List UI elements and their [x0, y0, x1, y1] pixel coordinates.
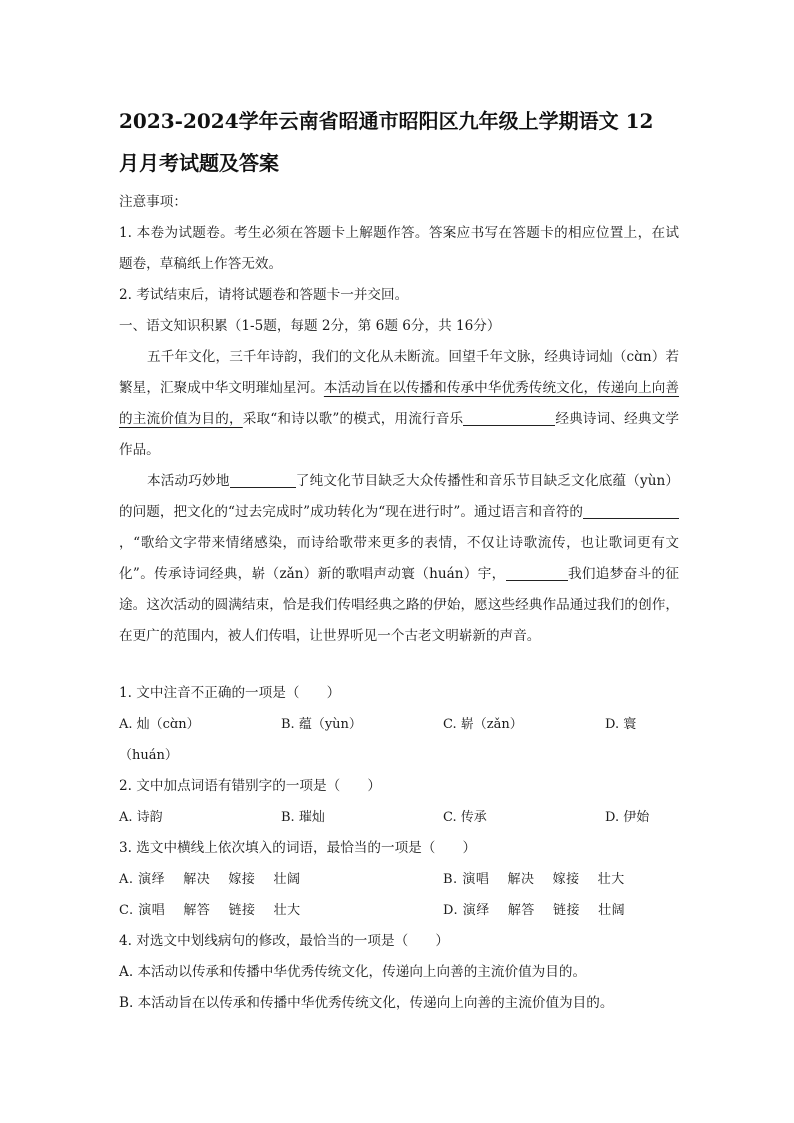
passage-text: 本活动巧妙地 — [147, 473, 230, 489]
fill-blank-1 — [463, 409, 555, 426]
passage-paragraph-2 — [119, 466, 679, 652]
passage-text: 经典诗词、经典文学作品。 — [119, 411, 680, 458]
question-3-stem: 3. 选文中横线上依次填入的词语，最恰当的一项是（ ） — [119, 840, 477, 856]
passage-text: 我们追梦奋斗的征途。这次活动的圆满结束，恰是我们传唱经典之路的伊始，愿这些经典作品通过我们的创作，在更广的范围内，被人们传唱，让世界听见一个古老文明崭新的声音。 — [119, 566, 680, 644]
notice-item-1: 1. 本卷为试题卷。考生必须在答题卡上解题作答。答案应书写在答题卡的相应位置上，在试题卷，草稿纸上作答无效。 — [119, 225, 679, 272]
question-1-stem: 1. 文中注音不正确的一项是（ ） — [119, 685, 341, 701]
notice-item-2: 2. 考试结束后，请将试题卷和答题卡一并交回。 — [119, 287, 409, 303]
question-3-options-row-1 — [119, 864, 679, 895]
option-b: B. 演唱 解决 嫁接 壮大 — [443, 872, 625, 887]
option-c: C. 演唱 解答 链接 壮大 — [119, 903, 301, 918]
option-a: A. 演绎 解决 嫁接 壮阔 — [119, 872, 301, 887]
option-d: D. 伊始 — [605, 810, 650, 825]
option-d: D. 演绎 解答 链接 壮阔 — [443, 903, 626, 918]
spacer — [119, 652, 679, 678]
passage-paragraph-1 — [119, 342, 679, 466]
option-a: A. 诗韵 — [119, 810, 163, 825]
option-d-continued: （huán） — [119, 748, 178, 763]
document-title: 2023-2024学年云南省昭通市昭阳区九年级上学期语文 12 月月考试题及答案 — [119, 109, 654, 175]
passage-text: 了纯文化节目缺乏大众传播性和音乐节目缺乏文化底蕴（yùn）的问题，把文化的“过去完成时”成功转化为“现在进行时”。通过语言和音符的 — [119, 473, 679, 520]
option-c: C. 传承 — [443, 810, 487, 825]
passage-text: ，“歌给文字带来情绪感染，而诗给歌带来更多的表情，不仅让诗歌流传，也让歌词更有文化”。传承诗词经典，崭（zǎn）新的歌唱声动寰（huán）宇， — [119, 535, 679, 582]
fill-blank-4 — [506, 564, 568, 581]
question-1-options — [119, 709, 679, 771]
option-b: B. 璀灿 — [281, 810, 325, 825]
option-b: B. 蕴（yùn） — [281, 717, 362, 732]
document-content — [119, 100, 679, 1019]
question-2-options — [119, 802, 679, 833]
fill-blank-2 — [230, 471, 296, 488]
option-c: C. 崭（zǎn） — [443, 717, 523, 732]
question-4-option-a: A. 本活动以传承和传播中华优秀传统文化，传递向上向善的主流价值为目的。 — [119, 964, 587, 980]
question-4-stem: 4. 对选文中划线病句的修改，最恰当的一项是（ ） — [119, 933, 449, 949]
question-4-option-b: B. 本活动旨在以传承和传播中华优秀传统文化，传递向上向善的主流价值为目的。 — [119, 995, 614, 1011]
option-d: D. 寰 — [605, 717, 637, 732]
section-heading-1: 一、语文知识积累（1-5题，每题 2分，第 6题 6分，共 16分） — [119, 318, 501, 334]
notice-heading: 注意事项： — [119, 194, 187, 210]
option-a: A. 灿（cɑ̀n） — [119, 717, 200, 732]
passage-text: 采取“和诗以歌”的模式，用流行音乐 — [242, 411, 464, 427]
question-3-options-row-2 — [119, 895, 679, 926]
question-2-stem: 2. 文中加点词语有错别字的一项是（ ） — [119, 778, 381, 794]
underlined-sick-sentence: 本活动旨在以传播和传承中华优秀传统文化，传递向上向善的主流价值为目的， — [119, 380, 680, 427]
passage-text: 五千年文化，三千年诗韵，我们的文化从未断流。回望千年文脉，经典诗词灿（cɑ̀n）若繁星，汇聚成中华文明璀灿星河。 — [119, 349, 679, 396]
fill-blank-3 — [583, 502, 679, 519]
